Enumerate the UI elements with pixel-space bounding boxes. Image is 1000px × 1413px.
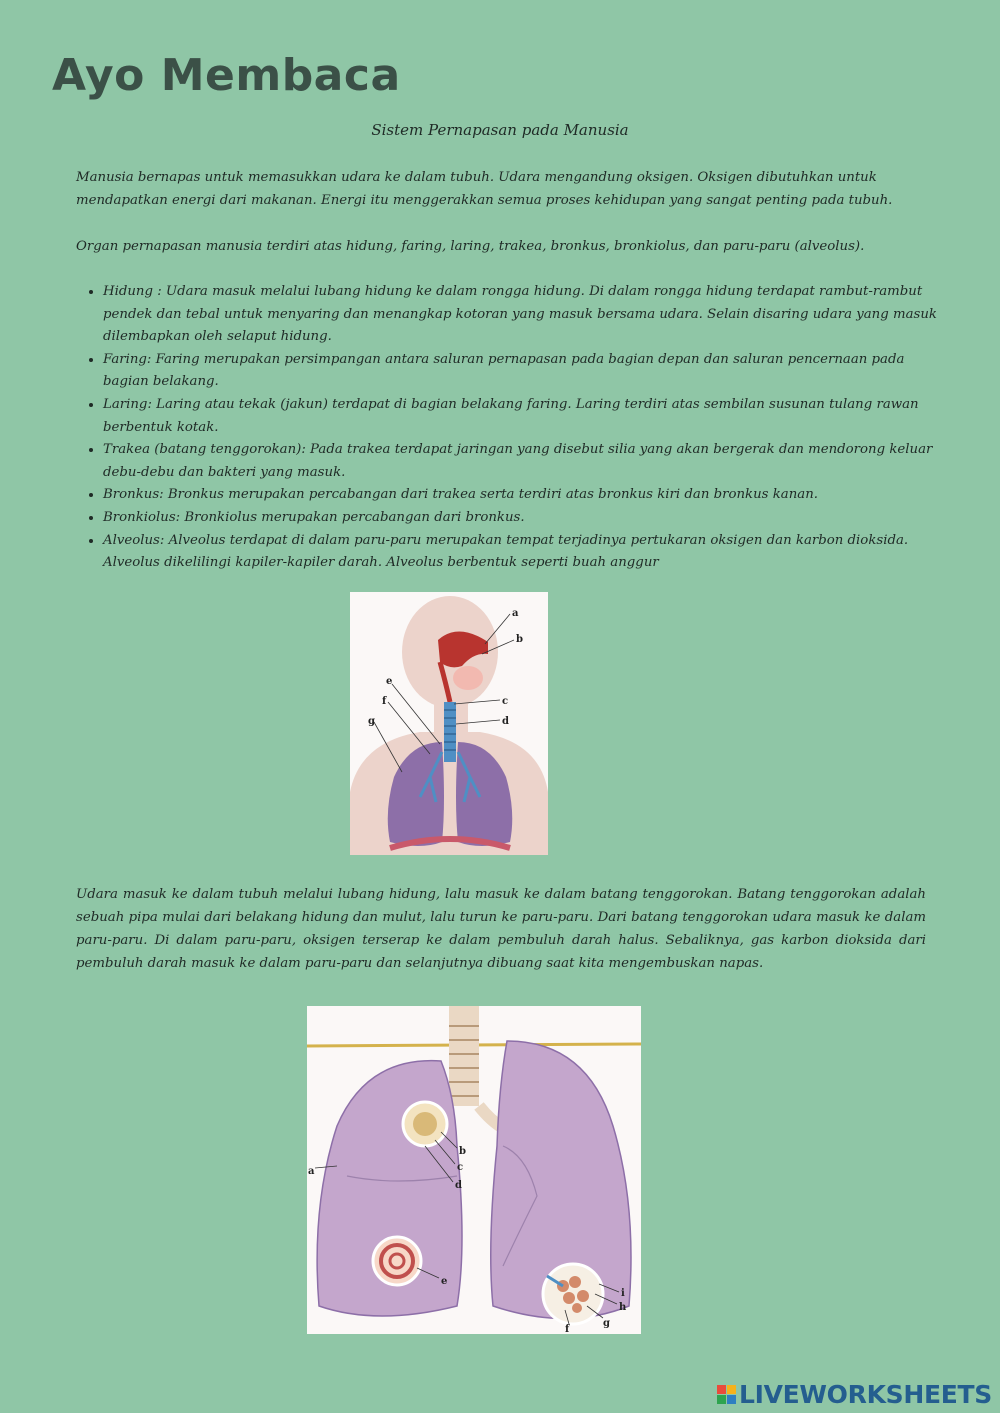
organ-list: [84, 281, 945, 575]
figure2-label-i: i: [621, 1288, 625, 1299]
list-item-trakea: • Trakea (batang tenggorokan): Pada trakea terdapat jaringan yang disebut silia yang akan bergerak dan mendorong keluar debu-debu dan bakteri yang masuk.: [103, 439, 945, 484]
lungs-detail-image: [307, 1006, 641, 1334]
figure1-label-f: f: [382, 696, 387, 707]
lungs-detail-illustration: [307, 1006, 641, 1334]
figure2-label-e: e: [441, 1276, 448, 1287]
figure1-label-g: g: [368, 716, 375, 727]
page-title: Ayo Membaca: [52, 50, 401, 101]
liveworksheets-logo-icon: [717, 1385, 736, 1404]
list-item-laring: • Laring: Laring atau tekak (jakun) terdapat di bagian belakang faring. Laring terdiri atas sembilan susunan tulang rawan berbentuk kotak.: [103, 394, 945, 439]
figure1-label-a: a: [512, 608, 519, 619]
airflow-paragraph: Udara masuk ke dalam tubuh melalui lubang hidung, lalu masuk ke dalam batang tenggorokan. Batang tenggorokan adalah sebuah pipa mulai dari belakang hidung dan mulut, lalu turun ke paru-paru. Dari batang tenggorokan udara masuk ke dalam paru-paru. Di dalam paru-paru, oksigen terserap ke dalam pembuluh darah halus. Sebaliknya, gas karbon dioksida dari pembuluh darah masuk ke dalam paru-paru dan selanjutnya dibuang saat kita mengembuskan napas.: [76, 887, 926, 971]
respiratory-system-illustration: [350, 592, 548, 855]
figure1-label-b: b: [516, 634, 523, 645]
page-subtitle: Sistem Pernapasan pada Manusia: [371, 121, 629, 139]
list-item-bronkiolus: • Bronkiolus: Bronkiolus merupakan percabangan dari bronkus.: [103, 507, 945, 530]
figure1-label-e: e: [386, 676, 393, 687]
liveworksheets-logo: [717, 1381, 992, 1407]
figure2-label-c: c: [457, 1162, 464, 1173]
figure2-label-h: h: [619, 1302, 627, 1313]
list-item-alveolus: • Alveolus: Alveolus terdapat di dalam paru-paru merupakan tempat terjadinya pertukaran oksigen dan karbon dioksida. Alveolus dikelilingi kapiler-kapiler darah. Alveolus berbentuk seperti buah anggur: [103, 530, 945, 575]
figure2-label-g: g: [603, 1318, 610, 1329]
list-item-faring: • Faring: Faring merupakan persimpangan antara saluran pernapasan pada bagian depan dan saluran pencernaan pada bagian belakang.: [103, 349, 945, 394]
intro-paragraph: Manusia bernapas untuk memasukkan udara ke dalam tubuh. Udara mengandung oksigen. Oksigen dibutuhkan untuk mendapatkan energi dari makanan. Energi itu menggerakkan semua proses kehidupan yang sangat penting pada tubuh.: [76, 170, 893, 208]
organs-intro-paragraph: Organ pernapasan manusia terdiri atas hidung, faring, laring, trakea, bronkus, bronkiolus, dan paru-paru (alveolus).: [76, 239, 865, 254]
figure2-label-a: a: [308, 1166, 315, 1177]
figure1-label-d: d: [502, 716, 509, 727]
figure1-label-c: c: [502, 696, 509, 707]
figure2-label-b: b: [459, 1146, 466, 1157]
respiratory-system-image: [350, 592, 548, 855]
list-item-bronkus: • Bronkus: Bronkus merupakan percabangan dari trakea serta terdiri atas bronkus kiri dan bronkus kanan.: [103, 484, 945, 507]
figure2-label-d: d: [455, 1180, 462, 1191]
figure2-label-f: f: [565, 1324, 570, 1334]
brand-name: LIVEWORKSHEETS: [738, 1379, 992, 1409]
list-item-hidung: • Hidung : Udara masuk melalui lubang hidung ke dalam rongga hidung. Di dalam rongga hidung terdapat rambut-rambut pendek dan tebal untuk menyaring dan menangkap kotoran yang masuk bersama udara. Selain disaring udara yang masuk dilembapkan oleh selaput hidung.: [103, 281, 945, 349]
